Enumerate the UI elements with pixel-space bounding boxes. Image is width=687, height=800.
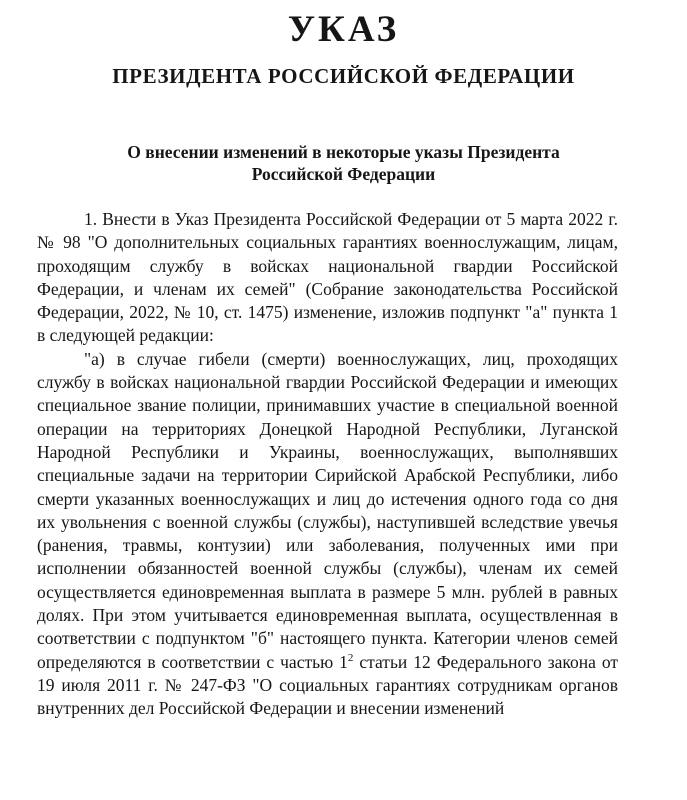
paragraph-2-text-b: статьи 12 Федерального закона от 19 июля 2011 г. № 247-ФЗ "О социальных гарантиях сотрудникам органов внутренних дел Российской Федерации и внесении изменений <box>37 651 619 719</box>
paragraph-2-superscript: 2 <box>347 651 354 664</box>
paragraph-2 <box>37 348 618 721</box>
document-subtitle: ПРЕЗИДЕНТА РОССИЙСКОЙ ФЕДЕРАЦИИ <box>112 64 575 88</box>
paragraph-2-text-a: "а) в случае гибели (смерти) военнослужащих, лиц, проходящих службу в войсках национальной гвардии Российской Федерации и имеющих специальное звание полиции, принимавших участие в специальной военной операции на территориях Донецкой Народной Республики, Луганской Народной Республики и Украины, военнослужащих, выполнявших специальные задачи на территории Сирийской Арабской Республики, либо смерти указанных военнослужащих и лиц до истечения одного года со дня их увольнения с военной службы (службы), наступившей вследствие увечья (ранения, травмы, контузии) или заболевания, полученных ими при исполнении обязанностей военной службы (службы), членам их семей осуществляется единовременная выплата в размере 5 млн. рублей в равных долях. При этом учитывается единовременная выплата, осуществленная в соответствии с подпунктом "б" настоящего пункта. Категории членов семей определяются в соответствии с частью 1 <box>37 348 618 672</box>
heading-line-1: О внесении изменений в некоторые указы Президента <box>127 142 560 162</box>
heading-line-2: Российской Федерации <box>251 164 436 184</box>
decree-heading <box>90 141 597 185</box>
document-body <box>37 208 618 721</box>
paragraph-1: 1. Внести в Указ Президента Российской Федерации от 5 марта 2022 г. № 98 "О дополнительных социальных гарантиях военнослужащим, лицам, проходящим службу в войсках национальной гвардии Российской Федерации, и членам их семей" (Собрание законодательства Российской Федерации, 2022, № 10, ст. 1475) изменение, изложив подпункт "а" пункта 1 в следующей редакции: <box>37 209 618 346</box>
document-title: УКАЗ <box>287 9 400 50</box>
